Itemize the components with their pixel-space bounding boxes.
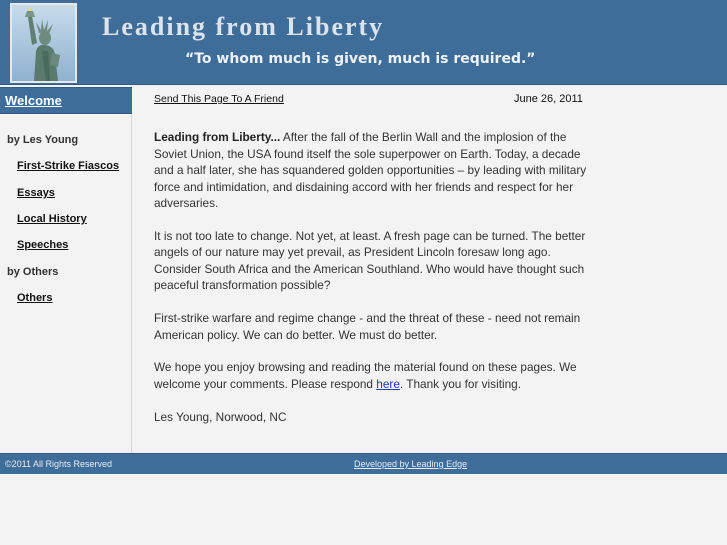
paragraph-policy: First-strike warfare and regime change - and the threat of these - need not remain American policy. We can do better. We must do better. [154, 311, 581, 342]
respond-here-link[interactable]: here [376, 376, 400, 391]
site-title: Leading from Liberty [102, 12, 385, 41]
developer-link[interactable]: Developed by Leading Edge [354, 459, 468, 469]
sidebar-item-speeches[interactable]: Speeches [17, 239, 69, 251]
site-tagline: “To whom much is given, much is required.” [185, 51, 536, 67]
sidebar-item-first-strike-fiascos[interactable]: First-Strike Fiascos [17, 160, 120, 172]
page-date: June 26, 2011 [514, 93, 583, 105]
paragraph-change: It is not too late to change. Not yet, at least. A fresh page can be turned. The better angels of our nature may yet prevail, as President Lincoln foresaw long ago. Consider South Africa and the American Southland. Who would have thought such peaceful transformation possible? [154, 228, 586, 293]
intro-text: After the fall of the Berlin Wall and the implosion of the Soviet Union, the USA found itself the sole superpower on Earth. Today, a decade and a half later, she has squandered golden opportunities – by leading with military force and intimidation, and disdaining accord with her friends and respect for her adversaries. [154, 130, 587, 210]
statue-of-liberty-icon [10, 3, 77, 83]
sidebar-item-essays[interactable]: Essays [17, 187, 55, 199]
sidebar-item-others[interactable]: Others [17, 292, 53, 304]
main-content [154, 129, 592, 441]
sidebar-group-les-young: by Les Young [7, 134, 79, 146]
signature: Les Young, Norwood, NC [154, 409, 287, 424]
comments-text-after: . Thank you for visiting. [399, 376, 521, 391]
copyright-text: ©2011 All Rights Reserved [5, 459, 113, 469]
sidebar-item-local-history[interactable]: Local History [17, 213, 87, 225]
sidebar-item-label: Welcome [5, 93, 62, 108]
sidebar-item-welcome[interactable] [0, 87, 132, 114]
sidebar-nav [0, 86, 132, 453]
comments-text-before: We hope you enjoy browsing and reading the material found on these pages. We welcome your comments. Please respond [154, 360, 577, 391]
intro-lead: Leading from Liberty... [154, 130, 281, 144]
send-to-friend-link[interactable]: Send This Page To A Friend [154, 93, 284, 105]
site-footer [0, 453, 727, 474]
intro-paragraph [154, 129, 592, 212]
site-header [0, 0, 727, 85]
paragraph-welcome-comments [154, 359, 592, 392]
sidebar-group-others: by Others [7, 266, 59, 278]
